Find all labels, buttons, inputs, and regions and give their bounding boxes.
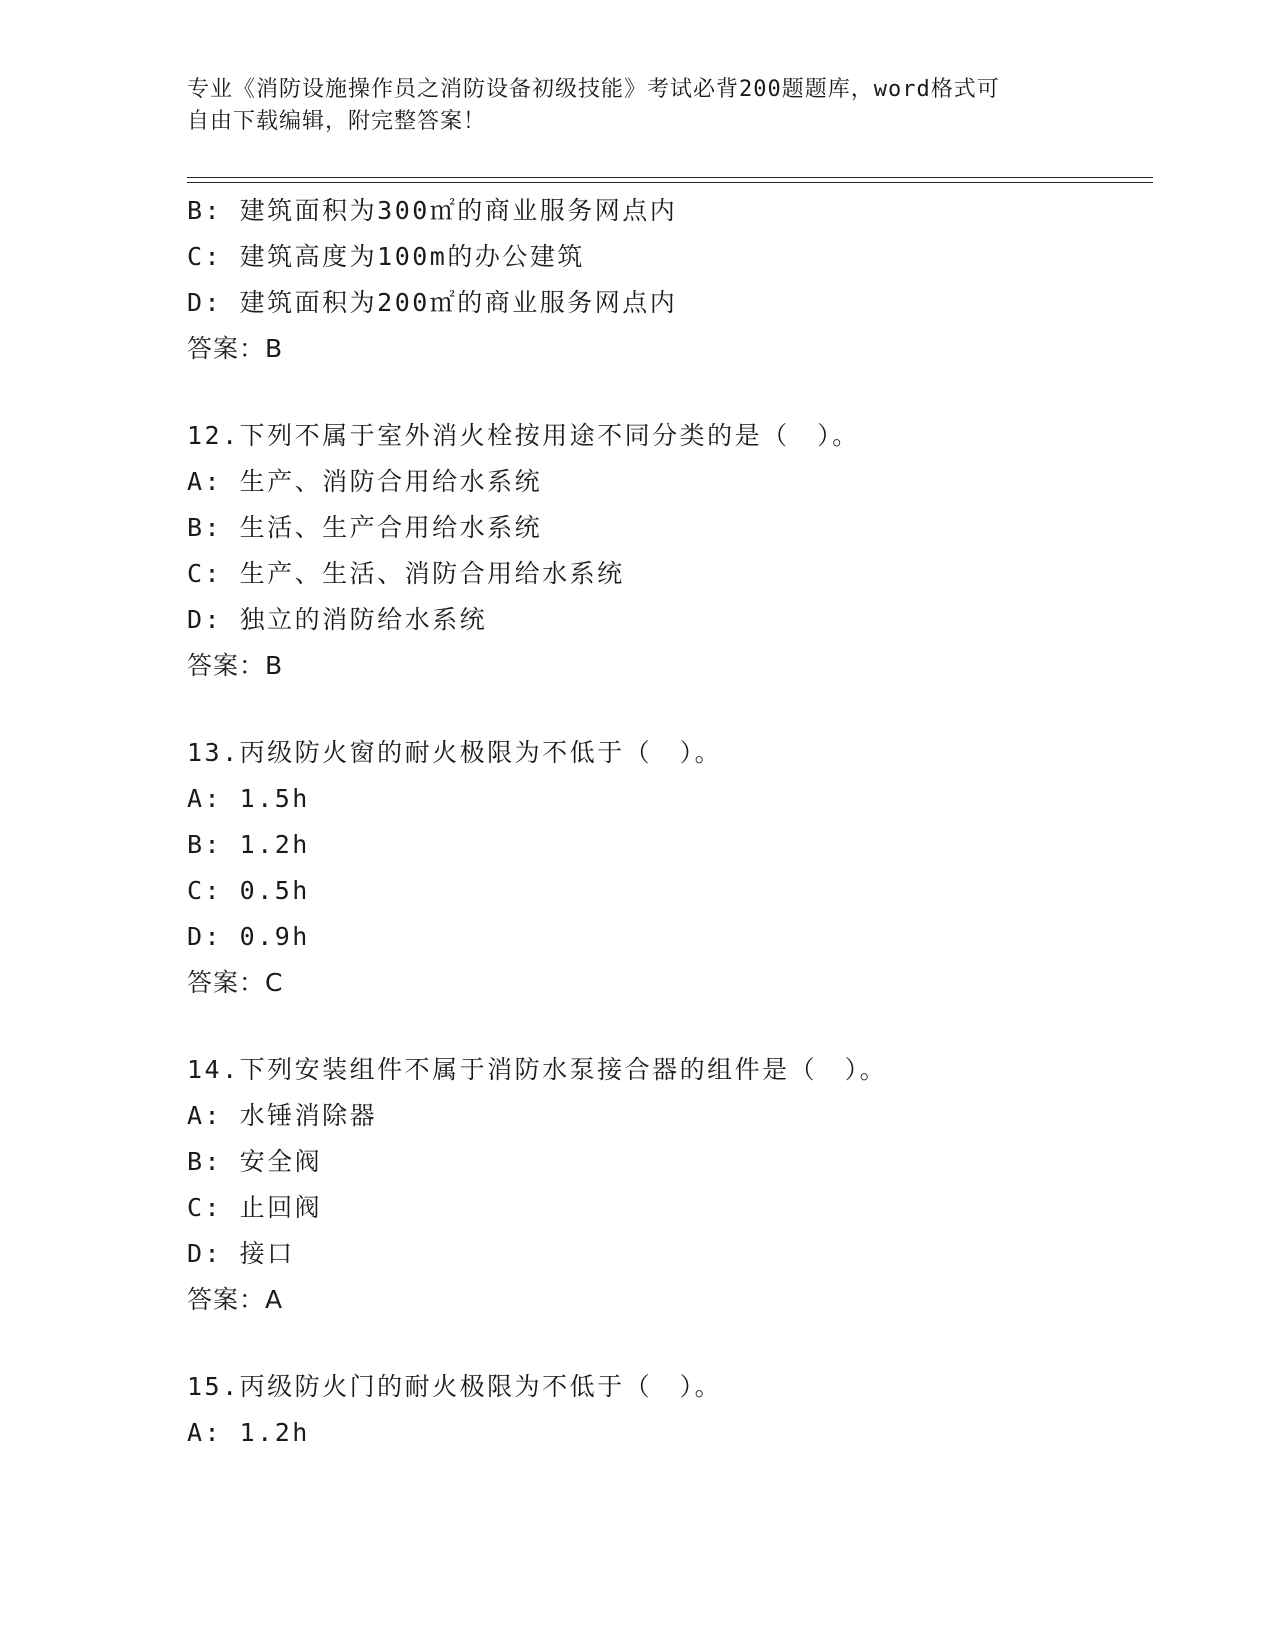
- answer-line: 答案：B: [187, 334, 284, 363]
- header-divider-top: [187, 177, 1153, 178]
- answer-line: 答案：B: [187, 651, 284, 680]
- question-block-11: [187, 188, 1153, 372]
- option-c: C: 生产、生活、消防合用给水系统: [187, 559, 625, 588]
- option-c: C: 止回阀: [187, 1193, 323, 1222]
- option-b: B: 安全阀: [187, 1147, 323, 1176]
- question-block-12: [187, 413, 1153, 689]
- option-a: A: 1.5h: [187, 784, 310, 813]
- option-d: D: 接口: [187, 1239, 295, 1268]
- option-a: A: 生产、消防合用给水系统: [187, 467, 543, 496]
- option-b: B: 生活、生产合用给水系统: [187, 513, 543, 542]
- block-spacer: [187, 1006, 1153, 1047]
- question-text: 12.下列不属于室外消火栓按用途不同分类的是（ ）。: [187, 421, 860, 450]
- header-line-1: 专业《消防设施操作员之消防设备初级技能》考试必背200题题库，word格式可: [187, 77, 1000, 102]
- option-d: D: 0.9h: [187, 922, 310, 951]
- question-block-15: [187, 1364, 1153, 1456]
- block-spacer: [187, 372, 1153, 413]
- question-text: 15.丙级防火门的耐火极限为不低于（ ）。: [187, 1372, 723, 1401]
- option-b: B: 建筑面积为300㎡的商业服务网点内: [187, 196, 678, 225]
- question-block-13: [187, 730, 1153, 1006]
- answer-line: 答案：C: [187, 968, 284, 997]
- option-c: C: 建筑高度为100m的办公建筑: [187, 242, 585, 271]
- answer-line: 答案：A: [187, 1285, 284, 1314]
- question-text: 13.丙级防火窗的耐火极限为不低于（ ）。: [187, 738, 723, 767]
- option-d: D: 建筑面积为200㎡的商业服务网点内: [187, 288, 678, 317]
- option-d: D: 独立的消防给水系统: [187, 605, 488, 634]
- option-a: A: 1.2h: [187, 1418, 310, 1447]
- option-c: C: 0.5h: [187, 876, 310, 905]
- option-a: A: 水锤消除器: [187, 1101, 378, 1130]
- block-spacer: [187, 689, 1153, 730]
- option-b: B: 1.2h: [187, 830, 310, 859]
- header-line-2: 自由下载编辑，附完整答案！: [187, 109, 487, 134]
- question-list: [187, 188, 1153, 1456]
- block-spacer: [187, 1323, 1153, 1364]
- header-divider-bottom: [187, 182, 1153, 183]
- document-header: [187, 74, 1067, 138]
- question-text: 14.下列安装组件不属于消防水泵接合器的组件是（ ）。: [187, 1055, 888, 1084]
- question-block-14: [187, 1047, 1153, 1323]
